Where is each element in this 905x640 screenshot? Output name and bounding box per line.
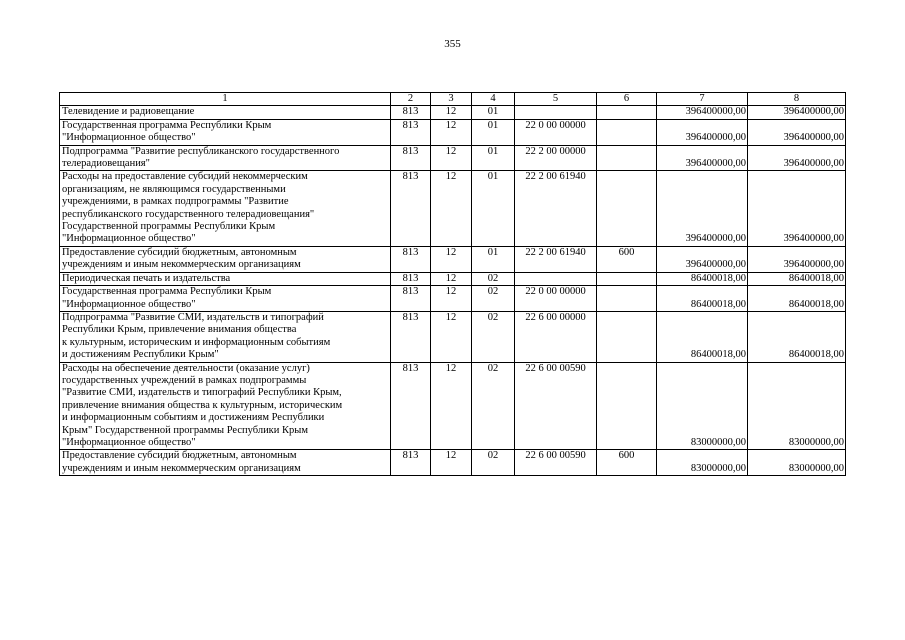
row-ministry-code-cell: 813 [391,362,431,450]
row-ministry-code-cell: 813 [391,450,431,476]
row-section-cell: 12 [431,362,472,450]
table-row [60,311,846,362]
row-target-article-cell: 22 2 00 00000 [515,145,597,171]
row-subsection-cell: 01 [472,171,515,246]
row-subsection-cell: 02 [472,311,515,362]
row-target-article-cell [515,272,597,285]
row-amount-col8-cell: 86400018,00 [748,286,846,312]
row-target-article-cell: 22 2 00 61940 [515,246,597,272]
row-ministry-code-cell: 813 [391,119,431,145]
row-subsection-cell: 01 [472,106,515,119]
row-amount-col7-cell: 83000000,00 [657,362,748,450]
row-amount-col7-cell: 86400018,00 [657,311,748,362]
row-target-article-cell [515,106,597,119]
row-name-cell: Расходы на предоставление субсидий некоммерческим организациям, не являющимся государственными учреждениями, в рамках подпрограммы "Развитие республиканского государственного телерадиовещания" Государственной программы Республики Крым "Информационное общество" [60,171,391,246]
row-ministry-code-cell: 813 [391,272,431,285]
row-name-cell: Предоставление субсидий бюджетным, автономным учреждениям и иным некоммерческим организациям [60,450,391,476]
row-subsection-cell: 01 [472,246,515,272]
table-row [60,119,846,145]
row-amount-col8-cell: 86400018,00 [748,272,846,285]
row-expense-type-cell: 600 [597,246,657,272]
row-subsection-cell: 02 [472,286,515,312]
header-cell: 3 [431,93,472,106]
row-name-cell: Подпрограмма "Развитие республиканского государственного телерадиовещания" [60,145,391,171]
row-subsection-cell: 01 [472,145,515,171]
row-name-cell: Государственная программа Республики Крым "Информационное общество" [60,119,391,145]
row-target-article-cell: 22 2 00 61940 [515,171,597,246]
row-expense-type-cell [597,272,657,285]
header-cell: 6 [597,93,657,106]
row-subsection-cell: 01 [472,119,515,145]
row-section-cell: 12 [431,450,472,476]
row-section-cell: 12 [431,272,472,285]
row-amount-col7-cell: 396400000,00 [657,145,748,171]
row-ministry-code-cell: 813 [391,311,431,362]
row-amount-col8-cell: 396400000,00 [748,246,846,272]
row-expense-type-cell [597,119,657,145]
row-ministry-code-cell: 813 [391,145,431,171]
row-subsection-cell: 02 [472,272,515,285]
row-amount-col8-cell: 396400000,00 [748,119,846,145]
row-target-article-cell: 22 6 00 00000 [515,311,597,362]
row-name-cell: Телевидение и радиовещание [60,106,391,119]
row-section-cell: 12 [431,246,472,272]
row-ministry-code-cell: 813 [391,171,431,246]
row-amount-col8-cell: 83000000,00 [748,362,846,450]
table-row [60,171,846,246]
table-row [60,145,846,171]
row-amount-col8-cell: 396400000,00 [748,145,846,171]
header-cell: 4 [472,93,515,106]
row-ministry-code-cell: 813 [391,286,431,312]
row-target-article-cell: 22 0 00 00000 [515,286,597,312]
row-expense-type-cell [597,145,657,171]
table-row [60,450,846,476]
header-cell: 2 [391,93,431,106]
row-section-cell: 12 [431,171,472,246]
row-amount-col8-cell: 396400000,00 [748,171,846,246]
row-ministry-code-cell: 813 [391,106,431,119]
row-expense-type-cell [597,106,657,119]
row-amount-col7-cell: 83000000,00 [657,450,748,476]
row-amount-col7-cell: 396400000,00 [657,246,748,272]
table-row [60,362,846,450]
row-expense-type-cell [597,362,657,450]
row-amount-col8-cell: 86400018,00 [748,311,846,362]
row-expense-type-cell [597,311,657,362]
row-amount-col8-cell: 83000000,00 [748,450,846,476]
row-subsection-cell: 02 [472,450,515,476]
table-header-row [60,93,846,106]
row-section-cell: 12 [431,311,472,362]
row-amount-col7-cell: 86400018,00 [657,286,748,312]
row-name-cell: Подпрограмма "Развитие СМИ, издательств и типографий Республики Крым, привлечение внимания общества к культурным, историческим и информационным событиям и достижениям Республики Крым" [60,311,391,362]
row-name-cell: Периодическая печать и издательства [60,272,391,285]
row-amount-col7-cell: 396400000,00 [657,171,748,246]
row-expense-type-cell [597,171,657,246]
table-row [60,246,846,272]
header-cell: 1 [60,93,391,106]
table-row [60,272,846,285]
page-number: 355 [444,38,461,50]
row-amount-col7-cell: 86400018,00 [657,272,748,285]
row-target-article-cell: 22 6 00 00590 [515,450,597,476]
row-section-cell: 12 [431,119,472,145]
row-section-cell: 12 [431,106,472,119]
row-name-cell: Предоставление субсидий бюджетным, автономным учреждениям и иным некоммерческим организациям [60,246,391,272]
row-target-article-cell: 22 6 00 00590 [515,362,597,450]
row-subsection-cell: 02 [472,362,515,450]
row-section-cell: 12 [431,145,472,171]
row-expense-type-cell: 600 [597,450,657,476]
row-amount-col7-cell: 396400000,00 [657,119,748,145]
row-target-article-cell: 22 0 00 00000 [515,119,597,145]
row-amount-col8-cell: 396400000,00 [748,106,846,119]
header-cell: 5 [515,93,597,106]
table-row [60,286,846,312]
row-name-cell: Государственная программа Республики Крым "Информационное общество" [60,286,391,312]
row-expense-type-cell [597,286,657,312]
row-name-cell: Расходы на обеспечение деятельности (оказание услуг) государственных учреждений в рамках подпрограммы "Развитие СМИ, издательств и типографий Республики Крым, привлечение внимания общества к культурным, историческим и информационным событиям и достижениям Республики Крым" Государственной программы Республики Крым "Информационное общество" [60,362,391,450]
row-section-cell: 12 [431,286,472,312]
header-cell: 8 [748,93,846,106]
row-ministry-code-cell: 813 [391,246,431,272]
header-cell: 7 [657,93,748,106]
table-row [60,106,846,119]
row-amount-col7-cell: 396400000,00 [657,106,748,119]
budget-table [59,92,846,476]
